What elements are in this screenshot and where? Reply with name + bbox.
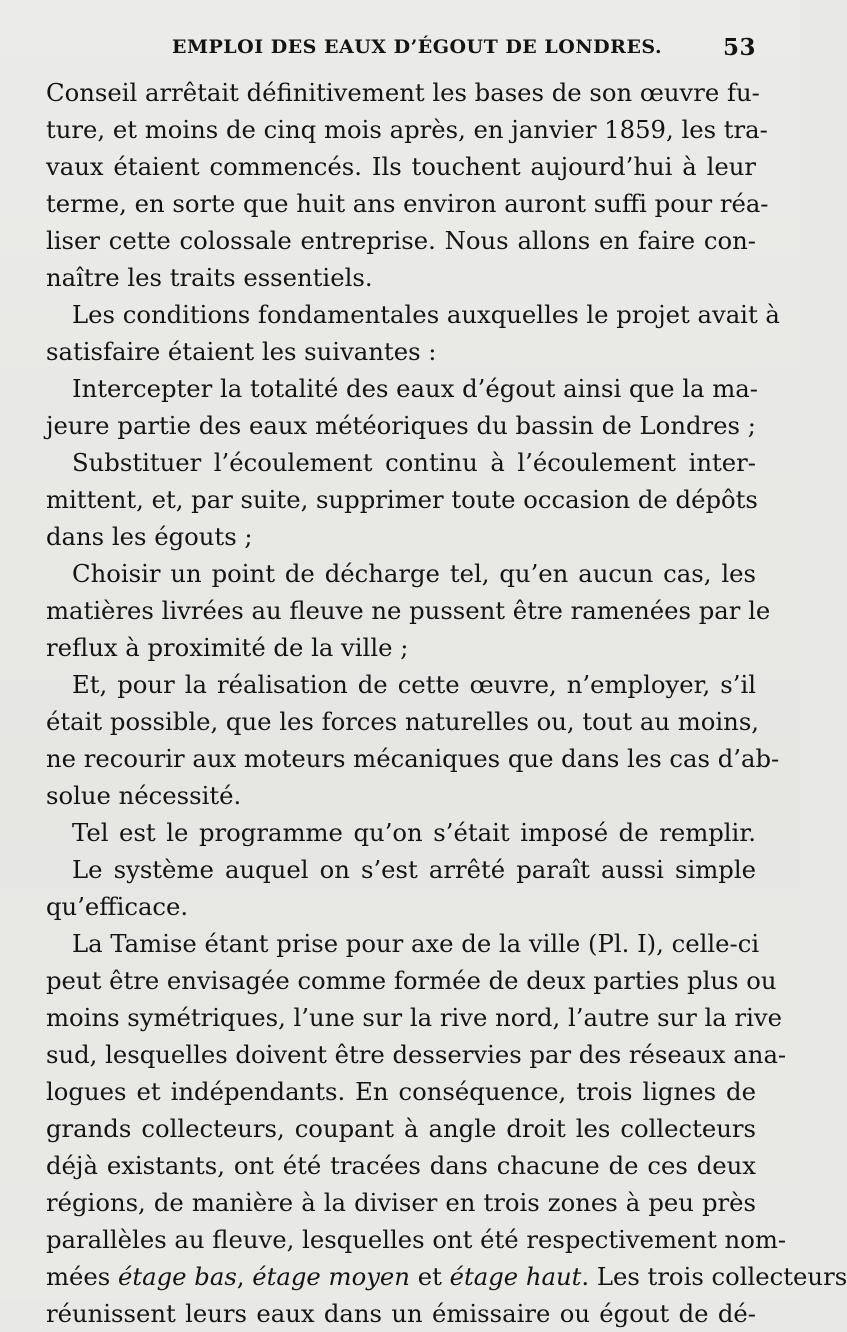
text-line: dans les égouts ; <box>46 522 253 551</box>
text-line: terme, en sorte que huit ans environ auront suffi pour réa- <box>46 189 769 218</box>
text-segment: , <box>236 1262 253 1291</box>
running-head <box>46 34 760 64</box>
text-line: reflux à proximité de la ville ; <box>46 633 409 662</box>
running-title: EMPLOI DES EAUX D’ÉGOUT DE LONDRES. <box>172 36 663 58</box>
body-text <box>46 74 847 1332</box>
text-line: qu’efficace. <box>46 892 189 921</box>
term-etage-moyen: étage moyen <box>252 1262 410 1291</box>
text-line: jeure partie des eaux météoriques du bassin de Londres ; <box>46 411 756 440</box>
text-segment: et <box>409 1262 450 1291</box>
text-line: mittent, et, par suite, supprimer toute occasion de dépôts <box>46 485 758 514</box>
text-line: Choisir un point de décharge tel, qu’en aucun cas, les <box>72 559 756 588</box>
term-etage-bas: étage bas <box>118 1262 237 1291</box>
text-line: déjà existants, ont été tracées dans chacune de ces deux <box>46 1151 756 1180</box>
text-line: ture, et moins de cinq mois après, en janvier 1859, les tra- <box>46 115 768 144</box>
text-segment: mées <box>46 1262 118 1291</box>
text-segment: . Les trois collecteurs <box>581 1262 847 1291</box>
text-line: était possible, que les forces naturelles ou, tout au moins, <box>46 707 760 736</box>
text-line: Tel est le programme qu’on s’était imposé de remplir. <box>72 818 756 847</box>
text-line: Les conditions fondamentales auxquelles le projet avait à <box>72 300 780 329</box>
text-line: Conseil arrêtait définitivement les bases de son œuvre fu- <box>46 78 760 107</box>
text-line: ne recourir aux moteurs mécaniques que dans les cas d’ab- <box>46 744 780 773</box>
text-line: Intercepter la totalité des eaux d’égout ainsi que la ma- <box>72 374 758 403</box>
term-etage-haut: étage haut <box>449 1262 582 1291</box>
text-line: sud, lesquelles doivent être desservies par des réseaux ana- <box>46 1040 787 1069</box>
page-number: 53 <box>722 34 756 61</box>
text-line-italic-terms <box>46 1258 847 1295</box>
text-line: La Tamise étant prise pour axe de la ville (Pl. I), celle-ci <box>72 929 760 958</box>
text-line: naître les traits essentiels. <box>46 263 373 292</box>
text-line: peut être envisagée comme formée de deux parties plus ou <box>46 966 777 995</box>
text-line: solue nécessité. <box>46 781 242 810</box>
text-line: Et, pour la réalisation de cette œuvre, n’employer, s’il <box>72 670 756 699</box>
text-line: Le système auquel on s’est arrêté paraît aussi simple <box>72 855 756 884</box>
text-line: régions, de manière à la diviser en trois zones à peu près <box>46 1188 756 1217</box>
text-line: parallèles au fleuve, lesquelles ont été respectivement nom- <box>46 1225 787 1254</box>
text-line: logues et indépendants. En conséquence, trois lignes de <box>46 1077 756 1106</box>
text-line: matières livrées au fleuve ne pussent être ramenées par le <box>46 596 771 625</box>
text-line: grands collecteurs, coupant à angle droit les collecteurs <box>46 1114 756 1143</box>
text-line: liser cette colossale entreprise. Nous allons en faire con- <box>46 226 756 255</box>
text-line: moins symétriques, l’une sur la rive nord, l’autre sur la rive <box>46 1003 783 1032</box>
text-line: réunissent leurs eaux dans un émissaire ou égout de dé- <box>46 1299 756 1328</box>
text-line: vaux étaient commencés. Ils touchent aujourd’hui à leur <box>46 152 756 181</box>
text-line: Substituer l’écoulement continu à l’écoulement inter- <box>72 448 756 477</box>
text-line: satisfaire étaient les suivantes : <box>46 337 437 366</box>
